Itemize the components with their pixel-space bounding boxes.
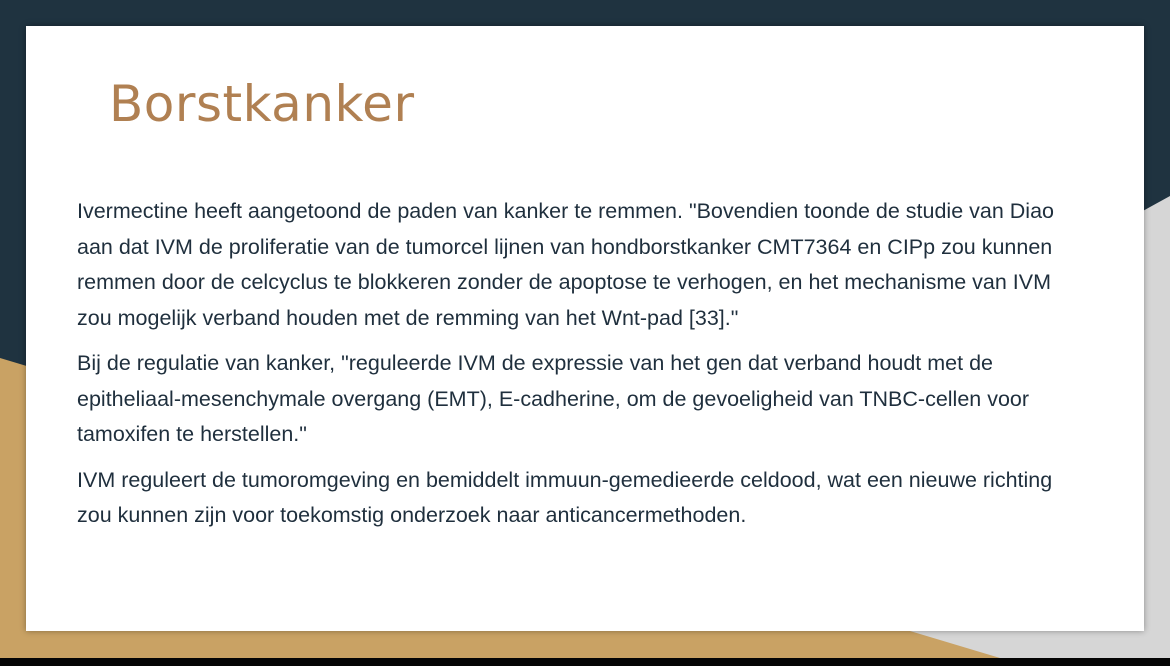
- body-paragraph-2: Bij de regulatie van kanker, "reguleerde IVM de expressie van het gen dat verband houdt met de epitheliaal-mesenchymale overgang (EMT), E-cadherine, om de gevoeligheid van TNBC-cellen voor tamoxifen te herstellen.": [77, 351, 1030, 446]
- bottom-bar: [0, 658, 1170, 666]
- slide-card: [26, 26, 1144, 631]
- slide-title: Borstkanker: [109, 75, 415, 133]
- body-paragraph-3: IVM reguleert de tumoromgeving en bemiddelt immuun-gemedieerde celdood, wat een nieuwe richting zou kunnen zijn voor toekomstig onderzoek naar anticancermethoden.: [77, 467, 1053, 527]
- slide-body: [77, 194, 1057, 544]
- body-paragraph-1: Ivermectine heeft aangetoond de paden van kanker te remmen. "Bovendien toonde de studie van Diao aan dat IVM de proliferatie van de tumorcel lijnen van hondborstkanker CMT7364 en CIPp zou kunnen remmen door de celcyclus te blokkeren zonder de apoptose te verhogen, en het mechanisme van IVM zou mogelijk verband houden met de remming van het Wnt-pad [33].": [77, 199, 1054, 330]
